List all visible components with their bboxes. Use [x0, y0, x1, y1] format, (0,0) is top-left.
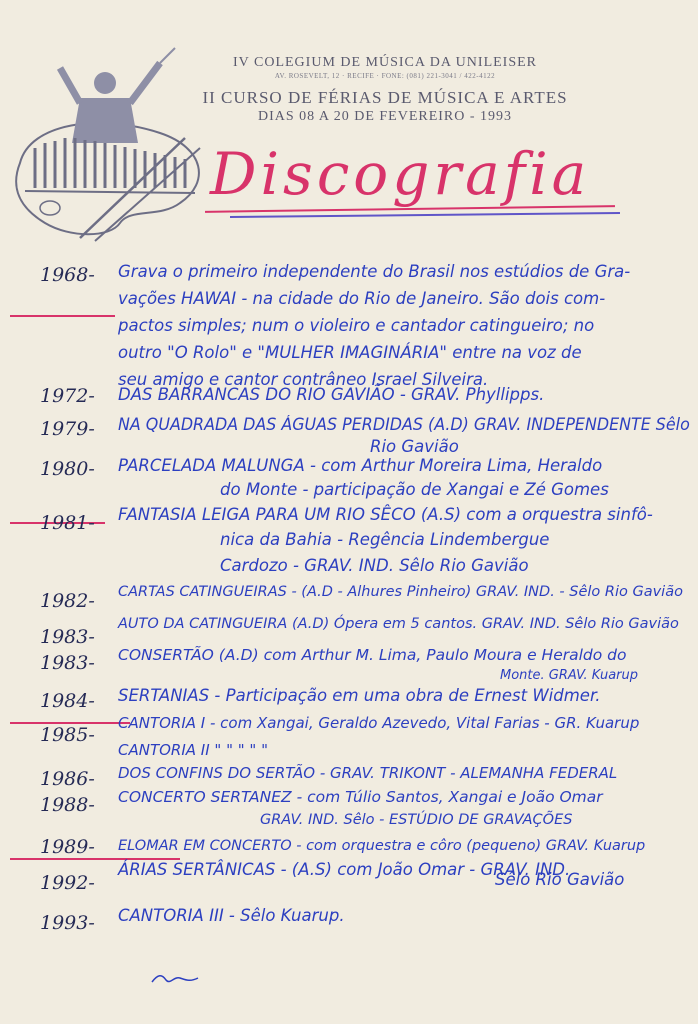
entry-text: FANTASIA LEIGA PARA UM RIO SÊCO (A.S) com a orquestra sinfô- — [118, 505, 653, 524]
entry-text: CANTORIA II " " " " " — [118, 741, 268, 759]
entry-year: 1982- — [40, 590, 95, 612]
entry-text: nica da Bahia - Regência Lindembergue — [220, 530, 550, 549]
entry-year: 1986- — [40, 768, 95, 790]
entry-text: ÁRIAS SERTÂNICAS - (A.S) com João Omar - GRAV. IND. — [118, 860, 571, 879]
entry-text: CARTAS CATINGUEIRAS - (A.D - Alhures Pinheiro) GRAV. IND. - Sêlo Rio Gavião — [118, 584, 683, 600]
entry-text: vações HAWAI - na cidade do Rio de Janeiro. São dois com- — [118, 289, 606, 308]
entry-year: 1968- — [40, 264, 95, 286]
entry-text: NA QUADRADA DAS ÁGUAS PERDIDAS (A.D) GRAV. INDEPENDENTE Sêlo — [118, 415, 690, 434]
entry-text: SERTANIAS - Participação em uma obra de Ernest Widmer. — [118, 686, 601, 705]
entry-year: 1981- — [40, 512, 95, 534]
entry-year: 1989- — [40, 836, 95, 858]
letterhead-course: II CURSO DE FÉRIAS DE MÚSICA E ARTES — [202, 88, 568, 107]
letterhead-dates: DIAS 08 A 20 DE FEVEREIRO - 1993 — [257, 109, 513, 124]
entry-text: AUTO DA CATINGUEIRA (A.D) Ópera em 5 cantos. GRAV. IND. Sêlo Rio Gavião — [118, 616, 679, 632]
entry-text: Rio Gavião — [370, 437, 459, 456]
entry-text: Cardozo - GRAV. IND. Sêlo Rio Gavião — [220, 556, 529, 575]
entry-year: 1988- — [40, 794, 95, 816]
entry-year: 1972- — [40, 385, 95, 407]
entry-text: seu amigo e cantor contrâneo Israel Silveira. — [118, 370, 489, 389]
entry-text: PARCELADA MALUNGA - com Arthur Moreira Lima, Heraldo — [118, 456, 603, 475]
entry-text: Grava o primeiro independente do Brasil nos estúdios de Gra- — [118, 262, 631, 281]
entry-year: 1993- — [40, 912, 95, 934]
entry-year: 1992- — [40, 872, 95, 894]
squiggle-mark-icon — [150, 972, 200, 986]
entry-text: CONCERTO SERTANEZ - com Túlio Santos, Xangai e João Omar — [118, 788, 603, 806]
entry-year: 1983- — [40, 652, 95, 674]
entry-text: Sêlo Rio Gavião — [495, 870, 625, 889]
entry-text: DOS CONFINS DO SERTÃO - GRAV. TRIKONT - ALEMANHA FEDERAL — [118, 764, 618, 782]
entry-text: pactos simples; num o violeiro e cantador catingueiro; no — [118, 316, 595, 335]
entry-year: 1985- — [40, 724, 95, 746]
entry-text: outro "O Rolo" e "MULHER IMAGINÁRIA" entre na voz de — [118, 343, 582, 362]
letterhead-address: AV. ROSEVELT, 12 · RECIFE · FONE: (081) 221-3041 / 422-4122 — [274, 72, 496, 80]
entry-text: CANTORIA III - Sêlo Kuarup. — [118, 906, 345, 925]
page-title: Discografia — [210, 140, 591, 208]
entry-text: CONSERTÃO (A.D) com Arthur M. Lima, Paulo Moura e Heraldo do — [118, 646, 627, 664]
entry-text: CANTORIA I - com Xangai, Geraldo Azevedo, Vital Farias - GR. Kuarup — [118, 714, 640, 732]
entry-year: 1984- — [40, 690, 95, 712]
entry-text: DAS BARRANCAS DO RIO GAVIÃO - GRAV. Phyllipps. — [118, 385, 545, 404]
entry-year: 1980- — [40, 458, 95, 480]
letterhead-institution: IV COLEGIUM DE MÚSICA DA UNILEISER — [232, 55, 538, 70]
entry-text: ELOMAR EM CONCERTO - com orquestra e côro (pequeno) GRAV. Kuarup — [118, 838, 646, 854]
entry-text: Monte. GRAV. Kuarup — [500, 668, 639, 683]
entry-text: do Monte - participação de Xangai e Zé Gomes — [220, 480, 609, 499]
entry-year: 1983- — [40, 626, 95, 648]
entry-year: 1979- — [40, 418, 95, 440]
entry-text: GRAV. IND. Sêlo - ESTÚDIO DE GRAVAÇÕES — [260, 812, 573, 828]
